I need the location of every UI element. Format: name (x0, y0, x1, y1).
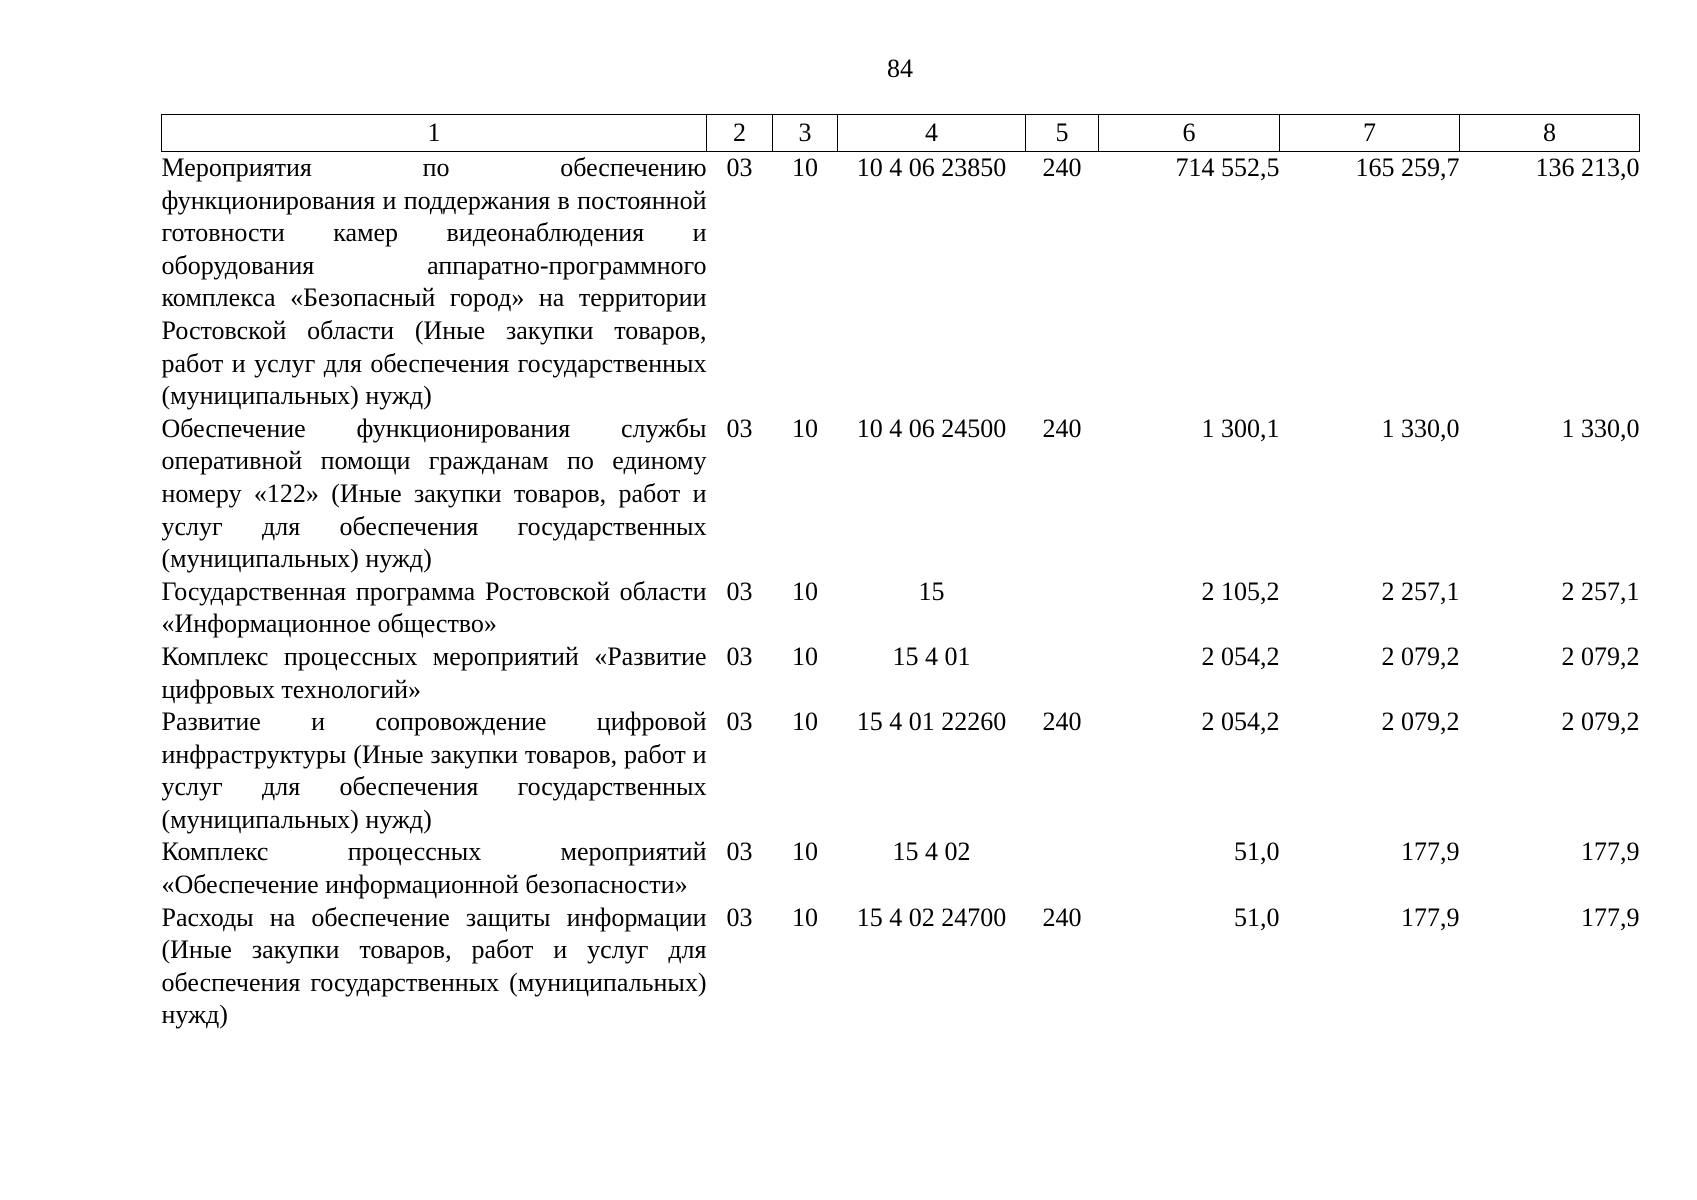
row-section: 03 (726, 641, 753, 671)
header-col-1: 1 (162, 115, 707, 152)
row-target-article: 10 4 06 23850 (856, 153, 1007, 182)
row-amount-1: 51,0 (1234, 902, 1280, 932)
row-amount-2: 2 257,1 (1381, 576, 1460, 606)
row-section: 03 (726, 707, 753, 737)
row-target-article: 15 4 01 (892, 641, 971, 671)
row-amount-2: 2 079,2 (1381, 707, 1460, 737)
header-col-7: 7 (1280, 115, 1460, 152)
row-amount-3: 2 257,1 (1561, 576, 1640, 606)
row-subsection: 10 (792, 153, 818, 182)
header-col-4: 4 (838, 115, 1026, 152)
row-expense-type (1026, 836, 1099, 901)
header-col-6: 6 (1099, 115, 1280, 152)
row-amount-2: 2 079,2 (1381, 641, 1460, 671)
row-subsection: 10 (792, 707, 818, 737)
row-expense-type: 240 (1042, 902, 1082, 932)
row-amount-3: 2 079,2 (1561, 707, 1640, 737)
row-expense-type: 240 (1042, 707, 1082, 737)
header-col-8: 8 (1460, 115, 1640, 152)
row-amount-2: 177,9 (1401, 837, 1460, 867)
row-amount-1: 714 552,5 (1175, 153, 1280, 182)
row-amount-3: 136 213,0 (1535, 153, 1640, 182)
row-section: 03 (726, 576, 753, 606)
row-name: Обеспечение функционирования службы оперативной помощи гражданам по единому номеру «122» (Иные закупки товаров, работ и услуг для обеспечения государственных (муниципальных) нужд) (161, 413, 707, 574)
row-amount-2: 177,9 (1401, 902, 1460, 932)
table-row (162, 902, 1640, 1032)
row-target-article: 15 (918, 576, 945, 606)
row-amount-2: 1 330,0 (1381, 413, 1460, 443)
table-row (162, 576, 1640, 641)
row-target-article: 15 4 02 (892, 837, 971, 867)
row-name: Комплекс процессных мероприятий «Обеспечение информационной безопасности» (161, 837, 707, 900)
header-row (162, 115, 1640, 152)
row-expense-type: 240 (1042, 153, 1082, 182)
row-section: 03 (726, 413, 753, 443)
row-amount-1: 1 300,1 (1201, 413, 1280, 443)
row-subsection: 10 (792, 576, 818, 606)
row-expense-type: 240 (1042, 413, 1082, 443)
header-col-3: 3 (773, 115, 838, 152)
row-name: Расходы на обеспечение защиты информации (Иные закупки товаров, работ и услуг для обеспечения государственных (муниципальных) нужд) (161, 902, 707, 1030)
row-amount-1: 2 054,2 (1201, 641, 1280, 671)
row-expense-type (1026, 641, 1099, 706)
row-subsection: 10 (792, 413, 818, 443)
table-row (162, 152, 1640, 413)
table-row (162, 836, 1640, 901)
table-row (162, 706, 1640, 836)
row-expense-type (1026, 576, 1099, 641)
row-amount-2: 165 259,7 (1355, 153, 1460, 182)
budget-table (161, 114, 1640, 1032)
page-number: 84 (887, 54, 913, 83)
row-section: 03 (726, 153, 753, 182)
header-col-2: 2 (707, 115, 773, 152)
row-amount-3: 1 330,0 (1561, 413, 1640, 443)
row-name: Комплекс процессных мероприятий «Развитие цифровых технологий» (161, 641, 707, 704)
row-subsection: 10 (792, 902, 818, 932)
row-amount-3: 2 079,2 (1561, 641, 1640, 671)
row-amount-3: 177,9 (1581, 837, 1640, 867)
row-target-article: 15 4 01 22260 (856, 707, 1007, 737)
table-row (162, 413, 1640, 576)
header-col-5: 5 (1026, 115, 1099, 152)
row-section: 03 (726, 837, 753, 867)
row-name: Развитие и сопровождение цифровой инфраструктуры (Иные закупки товаров, работ и услуг для обеспечения государственных (муниципальных) нужд) (161, 707, 707, 834)
row-target-article: 15 4 02 24700 (856, 902, 1007, 932)
row-amount-1: 51,0 (1234, 837, 1280, 867)
table-row (162, 641, 1640, 706)
row-name: Мероприятия по обеспечению функционирования и поддержания в постоянной готовности камер видеонаблюдения и оборудования аппаратно-программного комплекса «Безопасный город» на территории Ростовской области (Иные закупки товаров, работ и услуг для обеспечения государственных (муниципальных) нужд) (161, 153, 707, 411)
row-subsection: 10 (792, 837, 818, 867)
row-subsection: 10 (792, 641, 818, 671)
row-amount-3: 177,9 (1581, 902, 1640, 932)
row-target-article: 10 4 06 24500 (856, 413, 1007, 443)
row-name: Государственная программа Ростовской области «Информационное общество» (161, 576, 707, 639)
row-amount-1: 2 054,2 (1201, 707, 1280, 737)
row-amount-1: 2 105,2 (1201, 576, 1280, 606)
row-section: 03 (726, 902, 753, 932)
